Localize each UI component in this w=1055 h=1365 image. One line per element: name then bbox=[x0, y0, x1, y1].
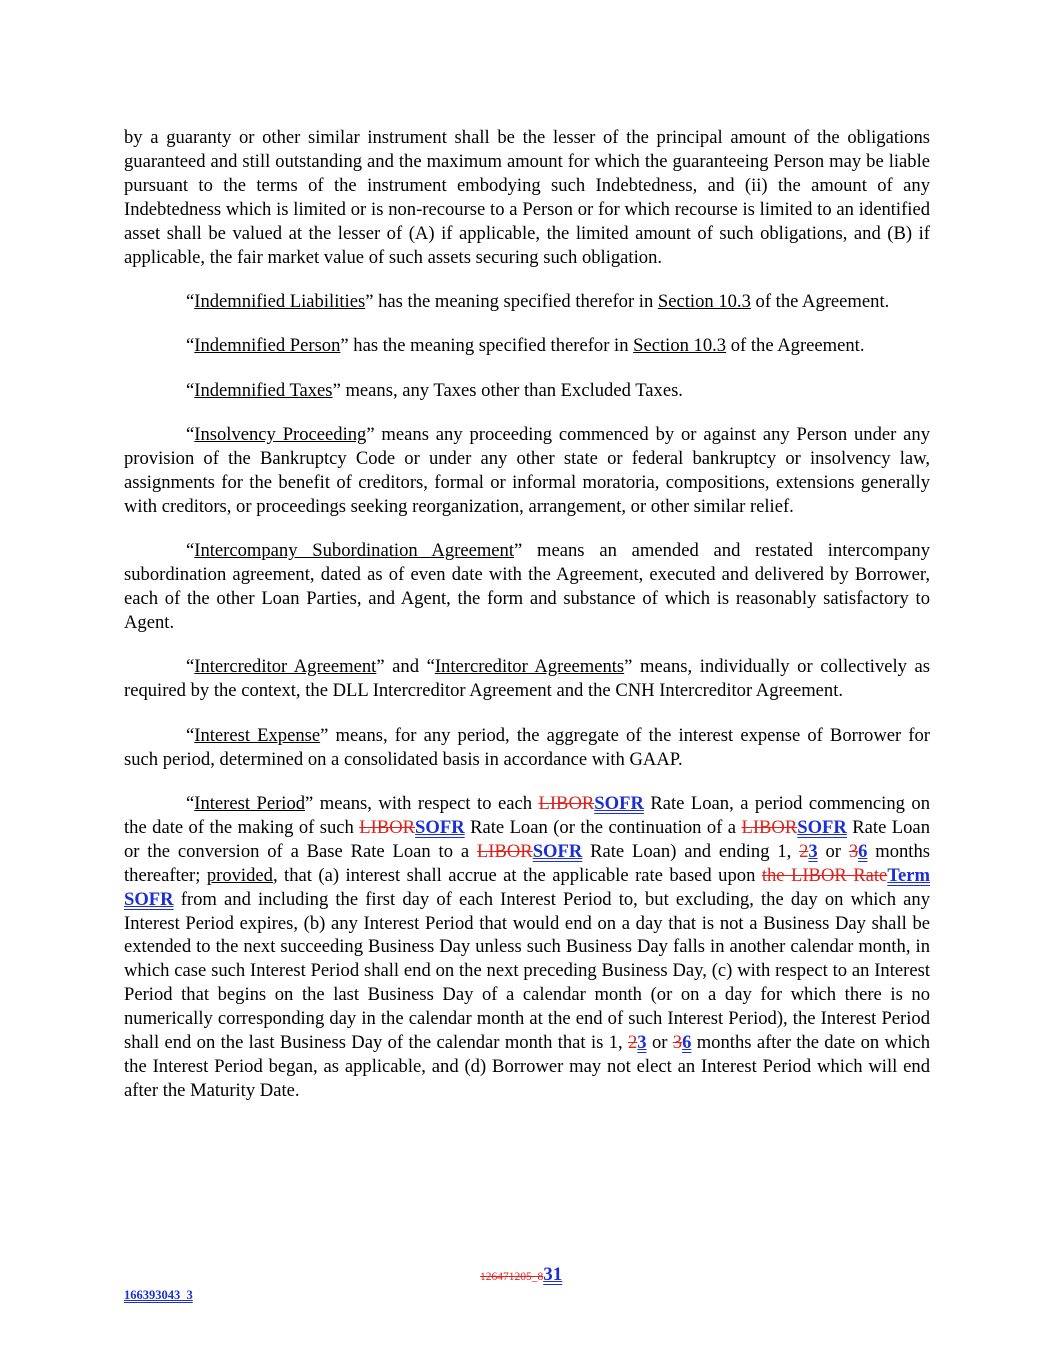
paragraph-indebtedness-continuation bbox=[124, 126, 930, 269]
definition-intercreditor-agreement: “Intercreditor Agreement” and “Intercreditor Agreements” means, individually or collectively as required by the context, the DLL Intercreditor Agreement and the CNH Intercreditor Agreement. bbox=[124, 656, 931, 702]
section-reference: Section 10.3 bbox=[633, 335, 727, 357]
defined-term: Insolvency Proceeding bbox=[194, 424, 367, 446]
inserted-text: Term SOFR bbox=[124, 864, 931, 910]
inserted-text: SOFR bbox=[415, 816, 465, 838]
section-reference: Section 10.3 bbox=[657, 290, 751, 312]
emphasized-term: provided bbox=[206, 864, 273, 886]
page-number-footer bbox=[480, 1264, 562, 1286]
defined-term: Intercreditor Agreements bbox=[434, 656, 625, 678]
deleted-text: 3 bbox=[672, 1032, 683, 1054]
defined-term: Indemnified Liabilities bbox=[194, 290, 366, 312]
deleted-text: LIBOR bbox=[741, 816, 798, 838]
inserted-text: SOFR bbox=[797, 816, 847, 838]
defined-term: Intercompany Subordination Agreement bbox=[194, 540, 515, 562]
definition-insolvency-proceeding: “Insolvency Proceeding” means any proceeding commenced by or against any Person under any provision of the Bankruptcy Code or under any other state or federal bankruptcy or insolvency law, assignments for the benefit of creditors, formal or informal moratoria, compositions, extensions generally with creditors, or proceedings seeking reorganization, arrangement, or other similar relief. bbox=[124, 424, 930, 517]
defined-term: Interest Expense bbox=[194, 724, 321, 746]
inserted-text: SOFR bbox=[594, 793, 644, 815]
definition-indemnified-person: “Indemnified Person” has the meaning specified therefor in Section 10.3 of the Agreement. bbox=[186, 335, 865, 357]
inserted-text: 3 bbox=[808, 840, 818, 862]
deleted-text: LIBOR bbox=[359, 816, 416, 838]
document-page bbox=[124, 126, 930, 1123]
document-id: 166393043_3 bbox=[124, 1288, 193, 1302]
deleted-text: 3 bbox=[848, 840, 859, 862]
definition-interest-period: “Interest Period” means, with respect to each LIBORSOFR Rate Loan, a period commencing on the date of the making of such LIBORSOFR Rate Loan (or the continuation of a LIBORSOFR Rate Loan or the conversion of a Base Rate Loan to a LIBORSOFR Rate Loan) and ending 1, 23 or 36 months thereafter; provided, that (a) interest shall accrue at the applicable rate based upon the LIBOR RateTerm SOFR from and including the first day of each Interest Period to, but excluding, the day on which any Interest Period expires, (b) any Interest Period that would end on a day that is not a Business Day shall be extended to the next succeeding Business Day unless such Business Day falls in another calendar month, in which case such Interest Period shall end on the next preceding Business Day, (c) with respect to an Interest Period that begins on the last Business Day of a calendar month (or on a day for which there is no numerically corresponding day in the calendar month at the end of such Interest Period), the Interest Period shall end on the last Business Day of the calendar month that is 1, 23 or 36 months after the date on which the Interest Period began, as applicable, and (d) Borrower may not elect an Interest Period which will end after the Maturity Date. bbox=[124, 793, 931, 1101]
inserted-text: 6 bbox=[682, 1032, 692, 1054]
definition-intercompany-subordination-agreement: “Intercompany Subordination Agreement” means an amended and restated intercompany subordination agreement, dated as of even date with the Agreement, executed and delivered by Borrower, each of the other Loan Parties, and Agent, the form and substance of which is reasonably satisfactory to Agent. bbox=[124, 540, 930, 633]
deleted-text: 2 bbox=[799, 840, 809, 862]
defined-term: Indemnified Taxes bbox=[194, 379, 333, 401]
definition-interest-expense: “Interest Expense” means, for any period, the aggregate of the interest expense of Borrower for such period, determined on a consolidated basis in accordance with GAAP. bbox=[124, 724, 930, 770]
definition-indemnified-liabilities: “Indemnified Liabilities” has the meaning specified therefor in Section 10.3 of the Agreement. bbox=[186, 290, 890, 312]
defined-term: Interest Period bbox=[194, 793, 306, 815]
inserted-text: 6 bbox=[858, 840, 868, 862]
defined-term: Indemnified Person bbox=[194, 335, 341, 357]
text: by a guaranty or other similar instrument shall be the lesser of the principal amount of the obligations guaranteed and still outstanding and the maximum amount for which the guaranteeing Person may be liable pursuant to the terms of the instrument embodying such Indebtedness, and (ii) the amount of any Indebtedness which is limited or is non-recourse to a Person or for which recourse is limited to an identified asset shall be valued at the lesser of (A) if applicable, the limited amount of such obligations, and (B) if applicable, the fair market value of such assets securing such obligation. bbox=[124, 127, 930, 268]
definition-indemnified-taxes: “Indemnified Taxes” means, any Taxes other than Excluded Taxes. bbox=[186, 379, 683, 401]
deleted-text: the LIBOR Rate bbox=[761, 864, 888, 886]
page-number: 31 bbox=[543, 1264, 563, 1285]
deleted-text: LIBOR bbox=[476, 840, 533, 862]
inserted-text: 3 bbox=[637, 1032, 647, 1054]
defined-term: Intercreditor Agreement bbox=[194, 656, 377, 678]
deleted-text: LIBOR bbox=[538, 793, 595, 815]
old-document-id: 126471205_8 bbox=[480, 1271, 544, 1283]
deleted-text: 2 bbox=[628, 1032, 638, 1054]
inserted-text: SOFR bbox=[532, 840, 583, 862]
